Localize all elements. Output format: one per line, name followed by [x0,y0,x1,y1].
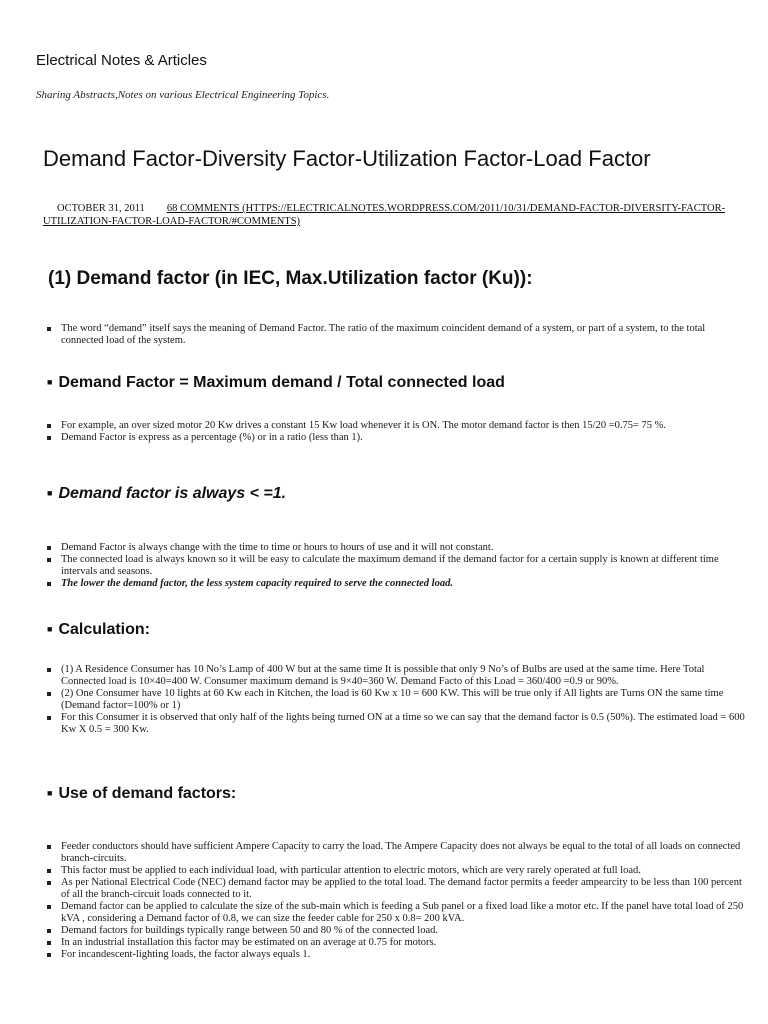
site-tagline: Sharing Abstracts,Notes on various Electrical Engineering Topics. [36,89,330,101]
use-list [47,841,747,961]
formula-list [47,420,747,444]
post-meta [43,202,733,228]
bullet-icon: ■ [47,624,53,634]
list-item: The connected load is always known so it will be easy to calculate the maximum demand if the demand factor for a certain supply is known at different time intervals and seasons. [47,554,747,578]
list-item-emphasis: The lower the demand factor, the less system capacity required to serve the connected load. [47,578,747,590]
list-item: For this Consumer it is observed that only half of the lights being turned ON at a time so we can say that the demand factor is 0.5 (50%). The estimated load = 600 Kw X 0.5 = 300 Kw. [47,712,747,736]
intro-list [47,323,747,347]
list-item: For example, an over sized motor 20 Kw drives a constant 15 Kw load whenever it is ON. The motor demand factor is then 15/20 =0.75= 75 %. [47,420,747,432]
bullet-icon: ■ [47,377,53,387]
comments-link[interactable]: 68 COMMENTS (HTTPS://ELECTRICALNOTES.WORDPRESS.COM/2011/10/31/DEMAND-FACTOR-DIVERSITY-FACTOR-UTILIZATION-FACTOR-LOAD-FACTOR/#COMMENTS) [43,203,726,227]
list-item: As per National Electrical Code (NEC) demand factor may be applied to the total load. The demand factor permits a feeder ampearcity to be less than 100 percent of all the branch-circuit loads connected to it. [47,877,747,901]
bullet-icon: ■ [47,788,53,798]
section-heading-demand-factor: (1) Demand factor (in IEC, Max.Utilization factor (Ku)): [48,268,533,289]
formula-heading: ■ Demand Factor = Maximum demand / Total connected load [47,374,505,391]
list-item: Demand factor can be applied to calculate the size of the sub-main which is feeding a Sub panel or a fixed load like a motor etc. If the panel have total load of 250 kVA , considering a Demand factor of 0.8, we can size the feeder cable for 250 x 0.8= 200 kVA. [47,901,747,925]
list-item: (2) One Consumer have 10 lights at 60 Kw each in Kitchen, the load is 60 Kw x 10 = 600 KW. This will be true only if All lights are Turns ON the same time (Demand factor=100% or 1) [47,688,747,712]
list-item: This factor must be applied to each individual load, with particular attention to electric motors, which are very rarely operated at full load. [47,865,747,877]
list-item: Feeder conductors should have sufficient Ampere Capacity to carry the load. The Ampere Capacity does not always be equal to the total of all loads on connected branch-circuits. [47,841,747,865]
list-item: In an industrial installation this factor may be estimated on an average at 0.75 for motors. [47,937,747,949]
calculation-heading: ■ Calculation: [47,621,150,638]
list-item: Demand Factor is express as a percentage (%) or in a ratio (less than 1). [47,432,747,444]
list-item: For incandescent-lighting loads, the factor always equals 1. [47,949,747,961]
list-item: The word “demand” itself says the meaning of Demand Factor. The ratio of the maximum coincident demand of a system, or part of a system, to the total connected load of the system. [47,323,747,347]
calculation-list [47,664,747,736]
use-heading: ■ Use of demand factors: [47,785,237,802]
site-title-link[interactable]: Electrical Notes & Articles [36,52,207,69]
post-title: Demand Factor-Diversity Factor-Utilization Factor-Load Factor [43,146,651,171]
always-heading: ■ Demand factor is always < =1. [47,485,287,502]
bullet-icon: ■ [47,488,53,498]
list-item: Demand factors for buildings typically range between 50 and 80 % of the connected load. [47,925,747,937]
list-item: (1) A Residence Consumer has 10 No’s Lamp of 400 W but at the same time It is possible that only 9 No’s of Bulbs are used at the same time. Here Total Connected load is 10×40=400 W. Consumer maximum demand is 9×40=360 W. Demand Facto of this Load = 360/400 =0.9 or 90%. [47,664,747,688]
list-item: Demand Factor is always change with the time to time or hours to hours of use and it will not constant. [47,542,747,554]
always-list [47,542,747,590]
post-date: OCTOBER 31, 2011 [57,203,145,214]
